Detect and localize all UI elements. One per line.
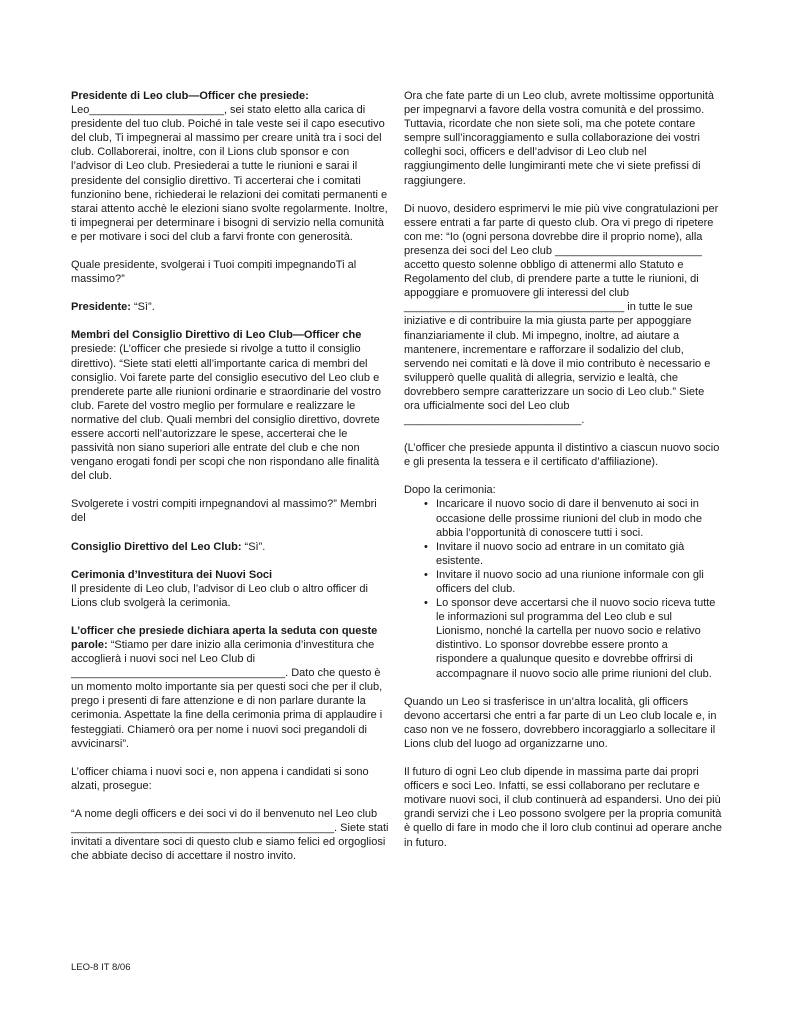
after-ceremony-list xyxy=(404,497,722,680)
left-column xyxy=(71,89,389,877)
right-column xyxy=(404,89,722,864)
opening-text: “Stiamo per dare inizio alla cerimonia d’investitura che accoglierà i nuovi soci nel Leo Club di ___________________________________. Dato che questo è un momento molto importante sia per questi soci che per il club, prego i presenti di fare attenzione e di non parlare durante la cerimonia. Aspettate la fine della cerimonia prima di applaudire i festeggiati. Chiamerò ora per nome i nuovi soci pregandoli di avvicinarsi”. xyxy=(71,639,383,750)
president-text: Leo______________________, sei stato eletto alla carica di presidente del tuo club. Poiché in tale veste sei il capo esecutivo del club, Ti impegnerai al massimo per creare unità tra i soci del club. Collaborerai, inoltre, con il Lions club sponsor e con l’advisor di Leo club. Presiederai a tutte le riunioni e sarai il presidente del consiglio direttivo. Ti accerterai che i comitati funzionino bene, richiederai le relazioni dei comitati permanenti e starai attento acchè le elezioni siano svolte regolarmente. Inoltre, ti impegnerai per determinare i bisogni di servizio nella comunità e per motivare i soci del club a farvi fronte con generosità. xyxy=(71,104,388,243)
document-code: LEO-8 IT 8/06 xyxy=(71,962,131,973)
call-paragraph: L’officer chiama i nuovi soci e, non appena i candidati si sono alzati, prosegue: xyxy=(71,765,369,792)
list-item: • Incaricare il nuovo socio di dare il benvenuto ai soci in occasione delle prossime riunioni del club in modo che abbia l’opportunità di conoscere tutti i soci. xyxy=(424,497,722,539)
opening-heading: L’officer che presiede dichiara aperta la seduta con queste parole: xyxy=(71,624,378,651)
future-paragraph: Il futuro di ogni Leo club dipende in massima parte dai propri officers e soci Leo. Infatti, se essi collaborano per reclutare e motivare nuovi soci, il club continuerà ad espandersi. Uno dei più grandi servizi che i Leo possono svolgere per la propria comunità è quello di fare in modo che il loro club continui ad operare anche in futuro. xyxy=(404,766,722,849)
board-answer-label: Consiglio Direttivo del Leo Club: xyxy=(71,540,242,553)
board-question: Svolgerete i vostri compiti irnpegnandovi al massimo?” Membri del xyxy=(71,498,377,525)
opportunity-paragraph: Ora che fate parte di un Leo club, avrete moltissime opportunità per impegnarvi a favore della vostra comunità e del prossimo. Tuttavia, ricordate che non siete soli, ma che potete contare sempre sull’incoraggiamento e sulla collaborazione dei vostri colleghi soci, officers e dell’advisor di Leo club nel raggiungimento delle lungimiranti mete che vi siete prefissi di raggiungere. xyxy=(404,90,715,187)
president-answer xyxy=(71,300,389,314)
opening-section xyxy=(71,624,389,751)
board-section xyxy=(71,328,389,483)
list-item: • Invitare il nuovo socio ad una riunione informale con gli officers del club. xyxy=(424,568,722,596)
board-answer-text: “Sì”. xyxy=(241,540,266,553)
president-section xyxy=(71,89,389,244)
badge-paragraph: (L’officer che presiede appunta il distintivo a ciascun nuovo socio e gli presenta la tessera e il certificato d’affiliazione). xyxy=(404,442,720,469)
list-item: • Lo sponsor deve accertarsi che il nuovo socio riceva tutte le informazioni sul programma del Leo club e sul Lionismo, nonché la cartella per nuovo socio e relativo distintivo. Lo sponsor dovrebbe essere pronto a rispondere a qualunque quesito e dovrebbe offrirsi di accompagnare il nuovo socio alle prime riunioni del club. xyxy=(424,596,722,681)
board-text: presiede: (L’officer che presiede si rivolge a tutto il consiglio direttivo). “Siete stati eletti all’importante carica di membri del consiglio. Voi farete parte del consiglio esecutivo del Leo club e prenderete parte alle riunioni ordinarie e straordinarie del vostro club. Farete del vostro meglio per formulare e realizzare le normative del club. Quali membri del consiglio direttivo, dovrete essere accorti nell’autorizzare le spese, accerterai che le passività non siano superiori alle entrate del club e che non vengano erogati fondi per scopi che non rispondano alle finalità del club. xyxy=(71,343,382,483)
list-item: • Invitare il nuovo socio ad entrare in un comitato già esistente. xyxy=(424,540,722,568)
president-question: Quale presidente, svolgerai i Tuoi compiti impegnandoTi al massimo?” xyxy=(71,259,357,286)
board-heading: Membri del Consiglio Direttivo di Leo Club—Officer che xyxy=(71,329,362,342)
welcome-paragraph: “A nome degli officers e dei soci vi do il benvenuto nel Leo club ___________________________________________. Siete stati invitati a diventare soci di questo club e siamo felici ed orgogliosi che abbiate deciso di accettare il nostro invito. xyxy=(71,807,389,863)
ceremony-heading: Cerimonia d’Investitura dei Nuovi Soci xyxy=(71,568,273,581)
ceremony-text: Il presidente di Leo club, l’advisor di Leo club o altro officer di Lions club svolgerà la cerimonia. xyxy=(71,582,368,609)
president-answer-text: “Sì”. xyxy=(130,301,155,314)
president-answer-label: Presidente: xyxy=(71,301,131,314)
after-ceremony-heading: Dopo la cerimonia: xyxy=(404,484,496,497)
relocation-paragraph: Quando un Leo si trasferisce in un’altra località, gli officers devono accertarsi che entri a far parte di un Leo club locale e, in caso non ve ne fossero, dovrebbero incoraggiarlo a sollecitare il Lions club del luogo ad organizzarne uno. xyxy=(404,695,717,750)
president-heading: Presidente di Leo club—Officer che presiede: xyxy=(71,90,309,102)
ceremony-section xyxy=(71,568,389,610)
oath-paragraph: Di nuovo, desidero esprimervi le mie più vive congratulazioni per essere entrati a far parte di questo club. Ora vi prego di ripetere con me: “Io (ogni persona dovrebbe dire il proprio nome), alla presenza dei soci del Leo club ________________________ accetto questo solenne obbligo di attenermi allo Statuto e Regolamento del club, di prendere parte a tutte le riunioni, di appoggiare e promuovere gli interessi del club ____________________________________ in tutte le sue iniziative e di contribuire la mia giusta parte per appoggiare finanziariamente il club. Mi impegno, inoltre, ad aiutare a mantenere, incrementare e rafforzare il sodalizio del club, servendo nei comitati e là dove il mio contributo è necessario e svilupperò quelle qualità di allegria, servizio e lealtà, che dovrebbero sempre caratterizzare un socio di Leo club.” Siete ora ufficialmente soci del Leo club _____________________________. xyxy=(404,202,719,427)
board-answer xyxy=(71,540,389,554)
